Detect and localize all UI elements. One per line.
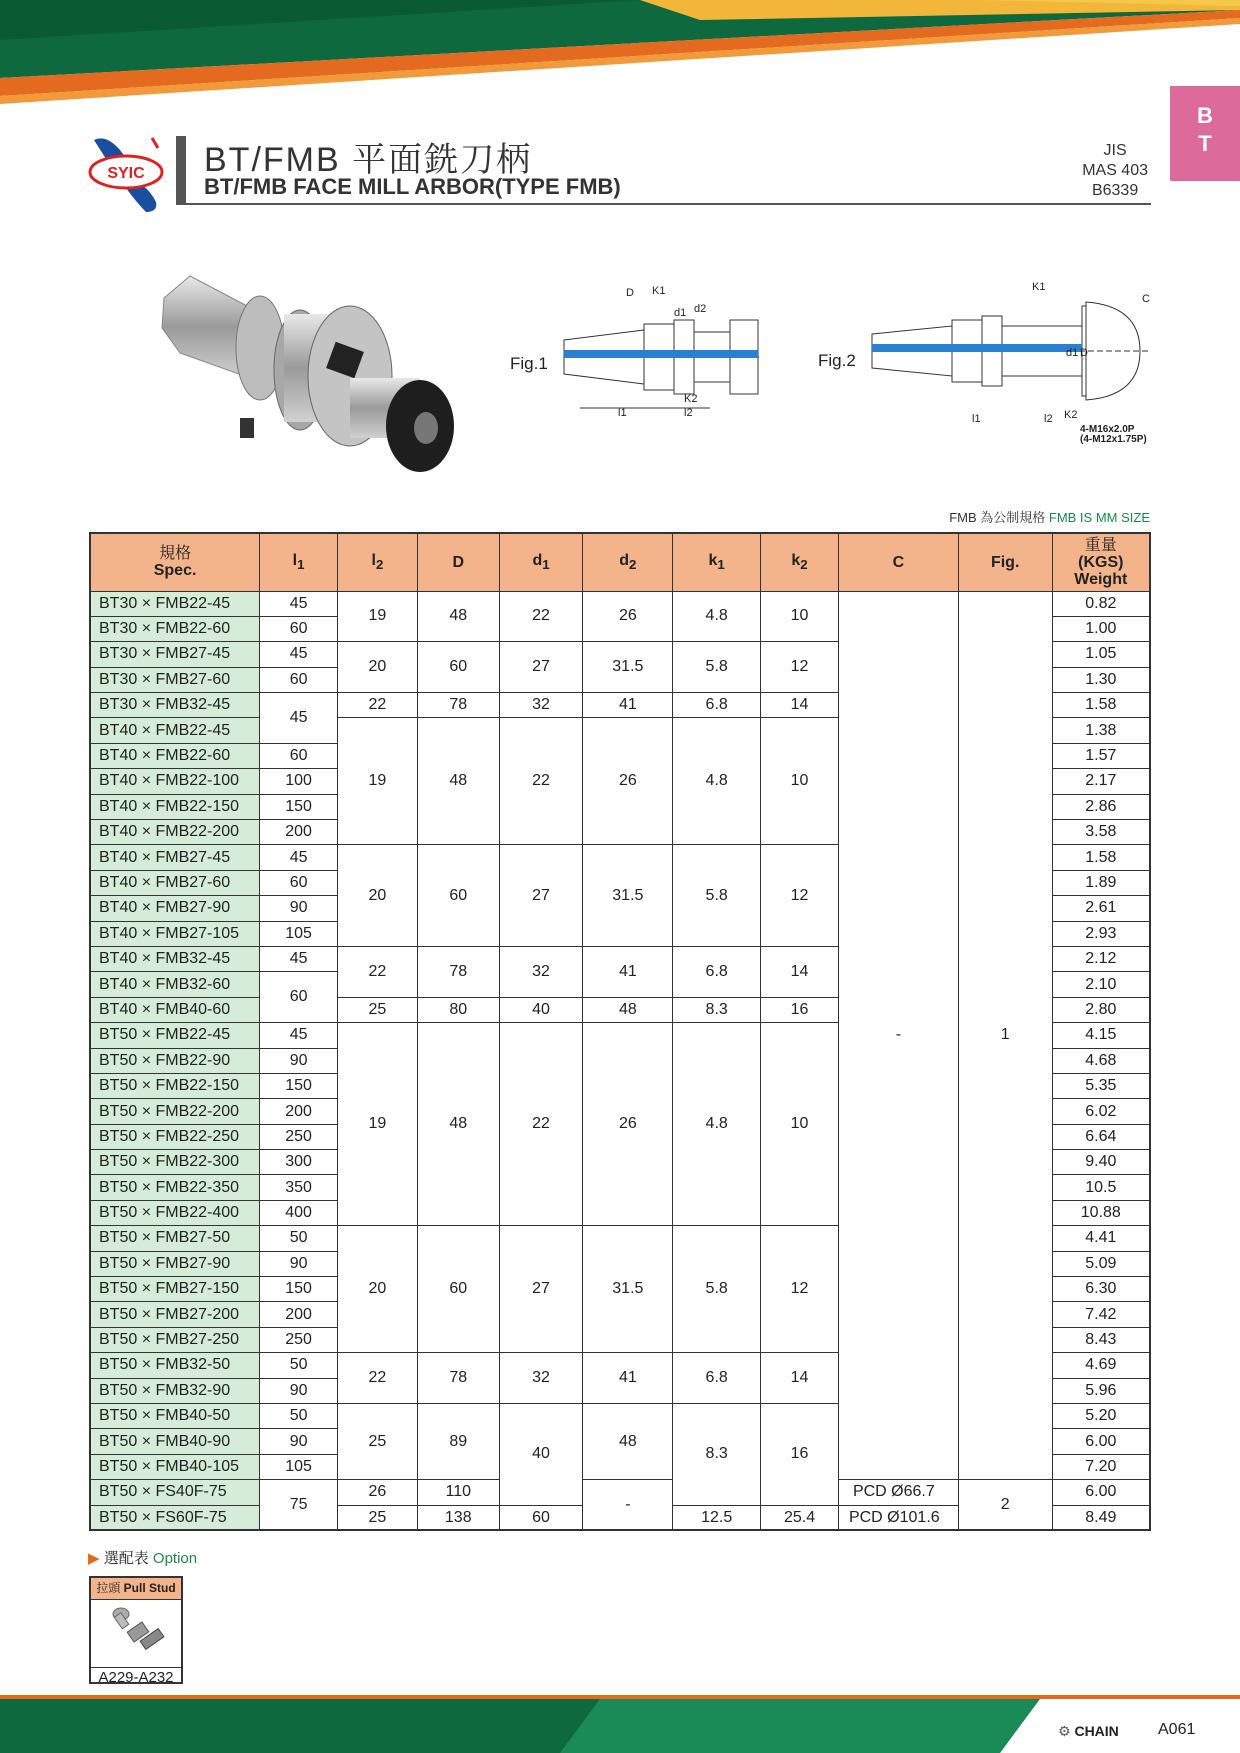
k2-cell: 10 xyxy=(761,1023,839,1226)
l2-cell: 25 xyxy=(338,997,418,1022)
d-outer-cell: 138 xyxy=(417,1505,499,1530)
weight-cell: 4.68 xyxy=(1052,1048,1150,1073)
d2-cell: - xyxy=(583,1480,673,1531)
c-cell: PCD Ø101.6 xyxy=(838,1505,958,1530)
spec-cell: BT50 × FMB27-250 xyxy=(90,1327,260,1352)
l2-cell: 20 xyxy=(338,642,418,693)
header-spec xyxy=(90,533,260,591)
k1-cell: 5.8 xyxy=(673,642,761,693)
header-d1: $d_1$ xyxy=(499,533,583,591)
d2-cell: 26 xyxy=(583,718,673,845)
header-d-outer: D xyxy=(417,533,499,591)
k2-cell: 10 xyxy=(761,718,839,845)
d2-cell: 26 xyxy=(583,591,673,642)
d2-cell: 31.5 xyxy=(583,642,673,693)
weight-cell: 2.61 xyxy=(1052,896,1150,921)
header-k2: $k_2$ xyxy=(761,533,839,591)
weight-cell: 7.20 xyxy=(1052,1454,1150,1479)
spec-cell: BT40 × FMB22-200 xyxy=(90,820,260,845)
l1-cell: 250 xyxy=(260,1124,338,1149)
d-outer-cell: 78 xyxy=(417,946,499,997)
l1-cell: 90 xyxy=(260,1048,338,1073)
d-outer-cell: 89 xyxy=(417,1404,499,1480)
d1-cell: 27 xyxy=(499,642,583,693)
l1-cell: 60 xyxy=(260,616,338,641)
l1-cell: 45 xyxy=(260,693,338,744)
spec-cell: BT40 × FMB27-105 xyxy=(90,921,260,946)
k1-cell: 8.3 xyxy=(673,997,761,1022)
spec-cell: BT50 × FMB27-150 xyxy=(90,1277,260,1302)
l2-cell: 22 xyxy=(338,693,418,718)
header-weight-cn: 重量 xyxy=(1084,536,1117,554)
spec-cell: BT40 × FMB27-60 xyxy=(90,870,260,895)
svg-text:d1: d1 xyxy=(1066,347,1079,359)
l1-cell: 105 xyxy=(260,921,338,946)
spec-cell: BT50 × FS60F-75 xyxy=(90,1505,260,1530)
weight-cell: 2.93 xyxy=(1052,921,1150,946)
header-l1: $l_1$ xyxy=(260,533,338,591)
unit-note-en: FMB IS MM SIZE xyxy=(1048,510,1150,525)
l2-cell: 26 xyxy=(338,1480,418,1505)
k2-cell: 16 xyxy=(761,997,839,1022)
spec-cell: BT50 × FMB32-50 xyxy=(90,1353,260,1378)
d2-cell: 41 xyxy=(583,1353,673,1404)
d2-cell: 41 xyxy=(583,693,673,718)
spec-cell: BT30 × FMB27-60 xyxy=(90,667,260,692)
header-spec-cn: 規格 xyxy=(159,545,192,563)
fig1-label: Fig.1 xyxy=(510,354,548,373)
pull-stud-option[interactable] xyxy=(89,1576,183,1684)
weight-cell: 2.17 xyxy=(1052,769,1150,794)
k2-cell: 10 xyxy=(761,591,839,642)
spec-cell: BT40 × FMB22-60 xyxy=(90,743,260,768)
brand-logo xyxy=(1058,1723,1119,1740)
fig1-drawing xyxy=(560,280,810,420)
l1-cell: 150 xyxy=(260,794,338,819)
footer-band xyxy=(0,1695,1240,1753)
page-title-chinese: BT/FMB 平面銑刀柄 xyxy=(204,141,533,179)
l2-cell: 22 xyxy=(338,946,418,997)
svg-text:K1: K1 xyxy=(652,285,666,297)
svg-text:l1: l1 xyxy=(618,407,627,419)
weight-cell: 1.38 xyxy=(1052,718,1150,743)
k2-cell: 25.4 xyxy=(761,1505,839,1530)
weight-cell: 1.57 xyxy=(1052,743,1150,768)
weight-cell: 4.69 xyxy=(1052,1353,1150,1378)
table-row xyxy=(90,591,1150,616)
header-weight-kgs: (KGS) xyxy=(1078,553,1124,571)
option-title-cn: 選配表 xyxy=(103,1550,149,1567)
fig-cell: 2 xyxy=(958,1480,1052,1531)
spec-cell: BT30 × FMB27-45 xyxy=(90,642,260,667)
spec-cell: BT50 × FMB40-105 xyxy=(90,1454,260,1479)
l2-cell: 22 xyxy=(338,1353,418,1404)
l1-cell: 300 xyxy=(260,1150,338,1175)
d-outer-cell: 60 xyxy=(417,845,499,947)
k1-cell: 6.8 xyxy=(673,693,761,718)
pull-stud-code: A229-A232 xyxy=(91,1667,181,1688)
weight-cell: 4.41 xyxy=(1052,1226,1150,1251)
fig2-thread-note: 4-M16x2.0P xyxy=(1080,424,1135,435)
weight-cell: 9.40 xyxy=(1052,1150,1150,1175)
spec-cell: BT40 × FMB22-45 xyxy=(90,718,260,743)
weight-cell: 6.00 xyxy=(1052,1429,1150,1454)
l1-cell: 350 xyxy=(260,1175,338,1200)
l1-cell: 200 xyxy=(260,1302,338,1327)
d2-cell: 26 xyxy=(583,1023,673,1226)
spec-cell: BT50 × FMB40-90 xyxy=(90,1429,260,1454)
k1-cell: 12.5 xyxy=(673,1505,761,1530)
l1-cell: 150 xyxy=(260,1073,338,1098)
l2-cell: 20 xyxy=(338,845,418,947)
spec-cell: BT40 × FMB40-60 xyxy=(90,997,260,1022)
svg-text:d1: d1 xyxy=(674,307,687,319)
l2-cell: 20 xyxy=(338,1226,418,1353)
standard-number: B6339 xyxy=(1091,182,1139,199)
brand-name: CHAIN xyxy=(1074,1723,1119,1739)
standard-jis: JIS xyxy=(1103,142,1127,159)
k2-cell: 14 xyxy=(761,946,839,997)
syic-logo xyxy=(86,132,166,216)
weight-cell: 2.12 xyxy=(1052,946,1150,971)
header-weight xyxy=(1052,533,1150,591)
k2-cell: 14 xyxy=(761,1353,839,1404)
weight-cell: 4.15 xyxy=(1052,1023,1150,1048)
pull-stud-header xyxy=(91,1578,181,1600)
k2-cell: 12 xyxy=(761,845,839,947)
spec-cell: BT40 × FMB32-45 xyxy=(90,946,260,971)
spec-cell: BT50 × FMB27-200 xyxy=(90,1302,260,1327)
d-outer-cell: 48 xyxy=(417,718,499,845)
weight-cell: 1.89 xyxy=(1052,870,1150,895)
l1-cell: 90 xyxy=(260,896,338,921)
k1-cell: 4.8 xyxy=(673,718,761,845)
spec-cell: BT30 × FMB32-45 xyxy=(90,693,260,718)
k1-cell: 6.8 xyxy=(673,946,761,997)
l1-cell: 200 xyxy=(260,1099,338,1124)
d1-cell: 22 xyxy=(499,1023,583,1226)
weight-cell: 3.58 xyxy=(1052,820,1150,845)
l1-cell: 400 xyxy=(260,1200,338,1225)
d1-cell: 22 xyxy=(499,591,583,642)
header-d2: $d_2$ xyxy=(583,533,673,591)
l1-cell: 45 xyxy=(260,946,338,971)
l1-cell: 60 xyxy=(260,972,338,1023)
title-accent-bar xyxy=(176,136,186,204)
header-fig: Fig. xyxy=(958,533,1052,591)
weight-cell: 6.02 xyxy=(1052,1099,1150,1124)
pull-stud-image xyxy=(91,1600,181,1662)
svg-text:D: D xyxy=(626,287,634,299)
svg-text:C: C xyxy=(1142,293,1150,305)
l2-cell: 25 xyxy=(338,1505,418,1530)
svg-text:d2: d2 xyxy=(694,303,707,315)
d-outer-cell: 48 xyxy=(417,1023,499,1226)
l1-cell: 50 xyxy=(260,1226,338,1251)
l1-cell: 90 xyxy=(260,1251,338,1276)
c-cell: - xyxy=(838,591,958,1480)
l1-cell: 60 xyxy=(260,743,338,768)
spec-cell: BT50 × FMB27-90 xyxy=(90,1251,260,1276)
spec-cell: BT50 × FMB22-250 xyxy=(90,1124,260,1149)
l2-cell: 19 xyxy=(338,1023,418,1226)
d1-cell: 40 xyxy=(499,1404,583,1506)
standard-mas: MAS 403 xyxy=(1082,162,1148,179)
l1-cell: 75 xyxy=(260,1480,338,1531)
l1-cell: 90 xyxy=(260,1378,338,1403)
weight-cell: 8.49 xyxy=(1052,1505,1150,1530)
spec-cell: BT40 × FMB22-100 xyxy=(90,769,260,794)
spec-cell: BT50 × FMB27-50 xyxy=(90,1226,260,1251)
svg-text:K1: K1 xyxy=(1032,281,1046,293)
d1-cell: 22 xyxy=(499,718,583,845)
fig2-drawing xyxy=(868,276,1160,450)
top-banner xyxy=(0,0,1240,120)
k1-cell: 4.8 xyxy=(673,591,761,642)
d2-cell: 48 xyxy=(583,997,673,1022)
d1-cell: 40 xyxy=(499,997,583,1022)
weight-cell: 1.05 xyxy=(1052,642,1150,667)
l1-cell: 60 xyxy=(260,870,338,895)
spec-cell: BT30 × FMB22-60 xyxy=(90,616,260,641)
spec-cell: BT50 × FMB40-50 xyxy=(90,1404,260,1429)
unit-note-cn: FMB 為公制規格 xyxy=(949,510,1046,525)
spec-cell: BT50 × FMB22-90 xyxy=(90,1048,260,1073)
fig2-label: Fig.2 xyxy=(818,351,856,370)
chain-headway-icon: ⚙ xyxy=(1058,1723,1071,1739)
l1-cell: 105 xyxy=(260,1454,338,1479)
option-title-en: Option xyxy=(152,1550,198,1567)
spec-cell: BT50 × FMB22-400 xyxy=(90,1200,260,1225)
weight-cell: 2.80 xyxy=(1052,997,1150,1022)
table-header-row xyxy=(90,533,1150,591)
standard-reference xyxy=(1082,141,1148,201)
k1-cell: 8.3 xyxy=(673,1404,761,1506)
table-row xyxy=(90,1480,1150,1505)
k2-cell: 16 xyxy=(761,1404,839,1506)
weight-cell: 8.43 xyxy=(1052,1327,1150,1352)
k1-cell: 4.8 xyxy=(673,1023,761,1226)
weight-cell: 1.58 xyxy=(1052,845,1150,870)
weight-cell: 1.58 xyxy=(1052,693,1150,718)
svg-text:l2: l2 xyxy=(1044,413,1053,425)
l1-cell: 90 xyxy=(260,1429,338,1454)
weight-cell: 2.86 xyxy=(1052,794,1150,819)
d1-cell: 32 xyxy=(499,1353,583,1404)
d1-cell: 27 xyxy=(499,1226,583,1353)
weight-cell: 5.09 xyxy=(1052,1251,1150,1276)
svg-text:l2: l2 xyxy=(684,407,693,419)
spec-cell: BT50 × FMB22-200 xyxy=(90,1099,260,1124)
pull-stud-cn: 拉頭 xyxy=(96,1581,121,1595)
l2-cell: 19 xyxy=(338,718,418,845)
spec-cell: BT50 × FMB22-150 xyxy=(90,1073,260,1098)
section-tab-bt[interactable] xyxy=(1170,86,1240,181)
spec-cell: BT40 × FMB27-45 xyxy=(90,845,260,870)
header-spec-en: Spec. xyxy=(153,562,197,580)
k1-cell: 5.8 xyxy=(673,845,761,947)
l1-cell: 100 xyxy=(260,769,338,794)
weight-cell: 10.5 xyxy=(1052,1175,1150,1200)
l1-cell: 250 xyxy=(260,1327,338,1352)
weight-cell: 7.42 xyxy=(1052,1302,1150,1327)
weight-cell: 6.30 xyxy=(1052,1277,1150,1302)
spec-cell: BT50 × FMB32-90 xyxy=(90,1378,260,1403)
spec-cell: BT50 × FMB22-45 xyxy=(90,1023,260,1048)
tab-letter-t: T xyxy=(1198,131,1212,156)
c-cell: PCD Ø66.7 xyxy=(838,1480,958,1505)
l1-cell: 45 xyxy=(260,591,338,616)
d-outer-cell: 60 xyxy=(417,642,499,693)
d1-cell: 27 xyxy=(499,845,583,947)
weight-cell: 6.00 xyxy=(1052,1480,1150,1505)
l1-cell: 150 xyxy=(260,1277,338,1302)
header-l2: $l_2$ xyxy=(338,533,418,591)
header-k1: $k_1$ xyxy=(673,533,761,591)
weight-cell: 2.10 xyxy=(1052,972,1150,997)
spec-cell: BT40 × FMB22-150 xyxy=(90,794,260,819)
d-outer-cell: 48 xyxy=(417,591,499,642)
l1-cell: 45 xyxy=(260,845,338,870)
unit-note xyxy=(949,507,1150,526)
pull-stud-en: Pull Stud xyxy=(123,1581,176,1595)
spec-cell: BT50 × FMB22-350 xyxy=(90,1175,260,1200)
weight-cell: 10.88 xyxy=(1052,1200,1150,1225)
spec-cell: BT40 × FMB32-60 xyxy=(90,972,260,997)
svg-text:D: D xyxy=(1080,347,1088,359)
page-title-english: BT/FMB FACE MILL ARBOR(TYPE FMB) xyxy=(204,174,621,199)
product-photo xyxy=(150,258,470,498)
d1-cell: 60 xyxy=(499,1505,583,1530)
l1-cell: 45 xyxy=(260,642,338,667)
l2-cell: 19 xyxy=(338,591,418,642)
tab-letter-b: B xyxy=(1197,103,1213,128)
l2-cell: 25 xyxy=(338,1404,418,1480)
l1-cell: 50 xyxy=(260,1404,338,1429)
weight-cell: 5.35 xyxy=(1052,1073,1150,1098)
spec-cell: BT30 × FMB22-45 xyxy=(90,591,260,616)
k2-cell: 12 xyxy=(761,642,839,693)
svg-text:K2: K2 xyxy=(1064,409,1078,421)
spec-cell: BT50 × FMB22-300 xyxy=(90,1150,260,1175)
d-outer-cell: 110 xyxy=(417,1480,499,1505)
header-c: C xyxy=(838,533,958,591)
k1-cell: 5.8 xyxy=(673,1226,761,1353)
spec-cell: BT40 × FMB27-90 xyxy=(90,896,260,921)
weight-cell: 5.20 xyxy=(1052,1404,1150,1429)
svg-text:SYIC: SYIC xyxy=(107,165,145,182)
title-underline xyxy=(176,203,1151,205)
svg-text:l1: l1 xyxy=(972,413,981,425)
weight-cell: 1.30 xyxy=(1052,667,1150,692)
header-weight-en: Weight xyxy=(1074,570,1128,588)
k1-cell: 6.8 xyxy=(673,1353,761,1404)
weight-cell: 5.96 xyxy=(1052,1378,1150,1403)
d-outer-cell: 80 xyxy=(417,997,499,1022)
fig2-thread-note-alt: (4-M12x1.75P) xyxy=(1080,434,1147,445)
svg-text:K2: K2 xyxy=(684,393,698,405)
d-outer-cell: 78 xyxy=(417,693,499,718)
l1-cell: 45 xyxy=(260,1023,338,1048)
spec-cell: BT50 × FS40F-75 xyxy=(90,1480,260,1505)
spec-table xyxy=(89,532,1151,1531)
d1-cell: 32 xyxy=(499,693,583,718)
k2-cell: 12 xyxy=(761,1226,839,1353)
triangle-icon: ▶ xyxy=(88,1550,100,1567)
weight-cell: 0.82 xyxy=(1052,591,1150,616)
d2-cell: 41 xyxy=(583,946,673,997)
l1-cell: 50 xyxy=(260,1353,338,1378)
page-number: A061 xyxy=(1158,1721,1196,1738)
d-outer-cell: 78 xyxy=(417,1353,499,1404)
k2-cell: 14 xyxy=(761,693,839,718)
weight-cell: 6.64 xyxy=(1052,1124,1150,1149)
l1-cell: 60 xyxy=(260,667,338,692)
d2-cell: 31.5 xyxy=(583,1226,673,1353)
weight-cell: 1.00 xyxy=(1052,616,1150,641)
l1-cell: 200 xyxy=(260,820,338,845)
d1-cell: 32 xyxy=(499,946,583,997)
option-title xyxy=(88,1547,197,1568)
d2-cell: 48 xyxy=(583,1404,673,1480)
fig-cell: 1 xyxy=(958,591,1052,1480)
d2-cell: 31.5 xyxy=(583,845,673,947)
d-outer-cell: 60 xyxy=(417,1226,499,1353)
